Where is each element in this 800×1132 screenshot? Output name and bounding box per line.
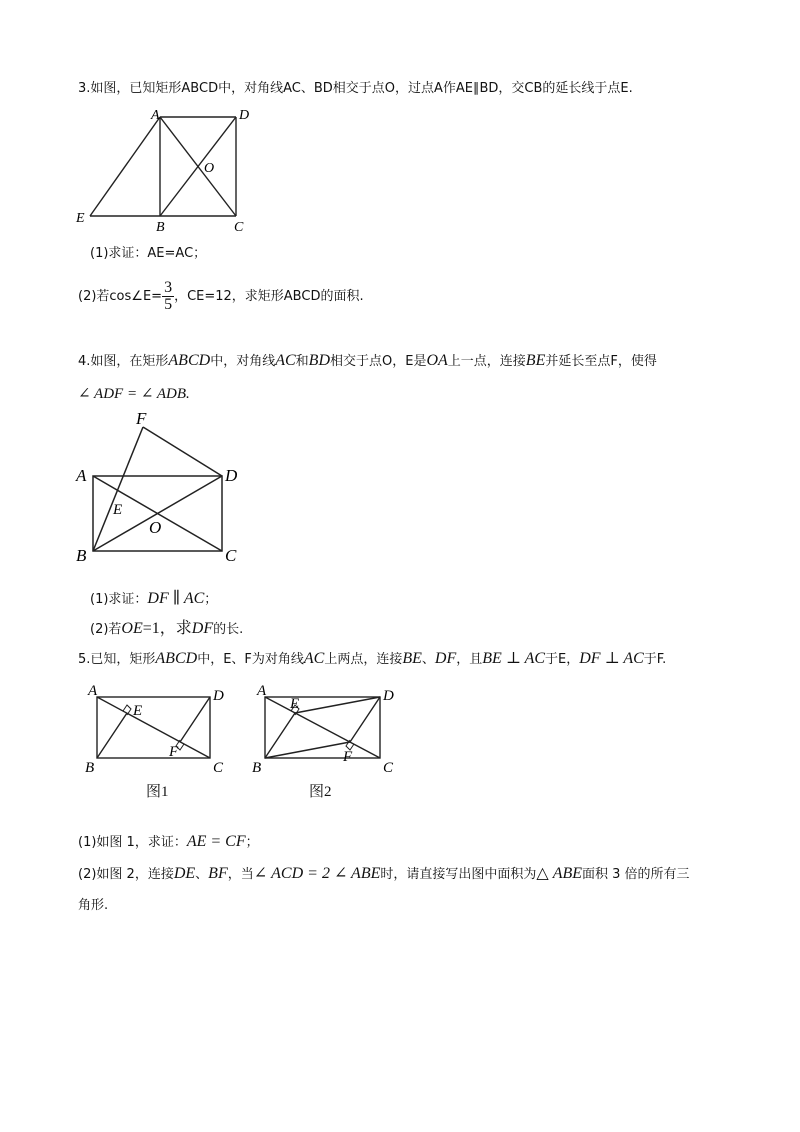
q3-label-C: C — [234, 220, 244, 235]
q5-stem-k: 于E， — [545, 652, 580, 667]
q3-fraction-num: 3 — [164, 279, 173, 296]
q5-figure-2 — [265, 697, 380, 758]
q4-stem-j: BE — [525, 352, 546, 369]
q3-diagonal-AC — [160, 117, 236, 216]
q4-stem-b: ABCD — [168, 352, 211, 369]
q5-stem-c: 中，E、F为对角线 — [197, 652, 304, 667]
q3-label-B: B — [156, 220, 165, 235]
q5-part2-c: 、 — [195, 867, 209, 882]
q5-fig2-segment-BE — [265, 713, 295, 758]
q5-part2-g: 时，请直接写出图中面积为 — [380, 867, 537, 882]
q4-label-B: B — [76, 546, 87, 565]
q4-stem-e: 和 — [295, 354, 309, 369]
q5-part1-a: (1)如图 1，求证： — [78, 835, 187, 850]
q4-segment-FD — [143, 427, 222, 476]
q4-stem-d: AC — [275, 352, 296, 369]
q5-fig1-diagonal-AC — [97, 697, 210, 758]
q4-part2-b: OE — [121, 620, 143, 637]
q4-label-O: O — [149, 518, 162, 537]
q4-label-D: D — [225, 466, 238, 485]
q5-stem-f: BE — [402, 650, 422, 667]
q5-fig1-label-D: D — [213, 688, 224, 704]
q5-stem — [78, 650, 666, 669]
q3-fraction-den: 5 — [164, 296, 173, 313]
q3-part2-text-a: (2)若cos∠E= — [78, 289, 163, 304]
q5-fig1-segment-BE — [97, 713, 127, 758]
q4-stem-a: 4.如图，在矩形 — [78, 354, 169, 369]
q5-part2-i: 面积 3 倍的所有三 — [582, 867, 690, 882]
q4-part1-c: ； — [204, 592, 218, 607]
q5-fig1-label-F: F — [169, 744, 179, 760]
q4-stem-f: BD — [308, 352, 330, 369]
q4-diagonal-BD — [93, 476, 222, 551]
q5-fig2-label-B: B — [252, 760, 262, 776]
q3-segment-EA — [90, 117, 160, 216]
q5-stem-g: 、 — [421, 652, 435, 667]
q4-diagonal-AC — [93, 476, 222, 551]
q3-label-E: E — [76, 211, 85, 226]
q3-diagonal-BD — [160, 117, 236, 216]
q5-stem-j: BE ⊥ AC — [482, 650, 546, 667]
q5-fig1-right-angle-E — [123, 705, 131, 715]
q4-part1-a: (1)求证： — [90, 592, 148, 607]
q4-segment-BF — [93, 427, 143, 551]
q5-part2-f: ∠ ACD = 2 ∠ ABE — [253, 865, 381, 882]
q3-label-O: O — [204, 161, 215, 176]
q5-fig2-label-D: D — [383, 688, 394, 704]
q4-label-E: E — [113, 502, 123, 518]
q5-part2 — [78, 865, 690, 884]
q4-stem-h: OA — [426, 352, 448, 369]
q5-part2-b: DE — [173, 865, 196, 882]
q5-fig2-label-F: F — [343, 749, 353, 765]
q3-label-D: D — [239, 108, 250, 123]
q4-label-C: C — [225, 546, 237, 565]
q5-part2-h: △ ABE — [536, 865, 583, 882]
q5-fig2-label-A: A — [257, 683, 267, 699]
q4-stem — [78, 352, 657, 371]
q5-fig2-right-angle-F — [346, 740, 354, 750]
q3-part2-text-b: ，CE=12，求矩形ABCD的面积. — [174, 289, 364, 304]
q5-fig2-segment-DF — [350, 697, 380, 742]
q4-stem-i: 上一点，连接 — [447, 354, 526, 369]
q5-fig1-rectangle — [97, 697, 210, 758]
q4-label-F: F — [136, 409, 147, 428]
q4-rectangle-ABCD — [93, 476, 222, 551]
q4-part2-d: DF — [191, 620, 214, 637]
q5-fig2-segment-ED — [295, 697, 380, 713]
q5-stem-d: AC — [303, 650, 325, 667]
q5-part2-a: (2)如图 2，连接 — [78, 867, 174, 882]
q4-label-A: A — [76, 466, 87, 485]
q5-part1 — [78, 833, 259, 852]
q4-part2 — [90, 620, 243, 639]
q4-part2-a: (2)若 — [90, 622, 122, 637]
q5-stem-i: ，且 — [456, 652, 483, 667]
q5-stem-m: 于F. — [643, 652, 667, 667]
q3-fraction — [162, 280, 174, 313]
q5-fig1-label-A: A — [88, 683, 98, 699]
q5-part2-d: BF — [208, 865, 228, 882]
q4-stem-k: 并延长至点F，使得 — [545, 354, 657, 369]
q3-part1: (1)求证：AE=AC； — [90, 246, 207, 261]
q4-stem-g: 相交于点O，E是 — [330, 354, 427, 369]
q4-part1-b: DF ∥ AC — [147, 590, 205, 607]
q5-fig1-label-E: E — [133, 703, 143, 719]
q5-fig2-segment-BF — [265, 742, 350, 758]
q5-fig2-label-C: C — [383, 760, 394, 776]
q5-part1-b: AE = CF — [186, 833, 246, 850]
q5-stem-e: 上两点，连接 — [324, 652, 403, 667]
q5-fig2-rectangle — [265, 697, 380, 758]
q5-fig1-right-angle-F — [176, 740, 184, 750]
q5-fig2-right-angle-E — [291, 705, 299, 715]
q4-stem-line2: ∠ ADF = ∠ ADB. — [78, 386, 190, 402]
q5-stem-h: DF — [434, 650, 457, 667]
q5-fig2-label-E: E — [290, 696, 300, 712]
q5-fig2-diagonal-AC — [265, 697, 380, 758]
q5-fig1-label-C: C — [213, 760, 224, 776]
q4-part2-c: =1，求 — [142, 620, 192, 637]
q5-figure-1 — [97, 697, 210, 758]
q5-fig1-caption: 图1 — [146, 784, 169, 800]
q5-part2-line2: 角形. — [78, 898, 109, 913]
q3-label-A: A — [151, 108, 160, 123]
q5-fig2-caption: 图2 — [309, 784, 332, 800]
q3-stem: 3.如图，已知矩形ABCD中，对角线AC、BD相交于点O，过点A作AE∥BD，交CB的延长线于点E. — [78, 81, 633, 96]
q5-part2-e: ，当 — [227, 867, 254, 882]
q5-fig1-label-B: B — [85, 760, 95, 776]
q5-part1-c: ； — [245, 835, 259, 850]
q5-stem-b: ABCD — [155, 650, 198, 667]
q4-stem-c: 中，对角线 — [210, 354, 276, 369]
q5-stem-a: 5.已知，矩形 — [78, 652, 156, 667]
q3-part2 — [78, 280, 364, 314]
q5-fig1-segment-DF — [180, 697, 210, 742]
q4-part1 — [90, 590, 217, 609]
q4-part2-e: 的长. — [213, 622, 244, 637]
q5-stem-l: DF ⊥ AC — [579, 650, 644, 667]
